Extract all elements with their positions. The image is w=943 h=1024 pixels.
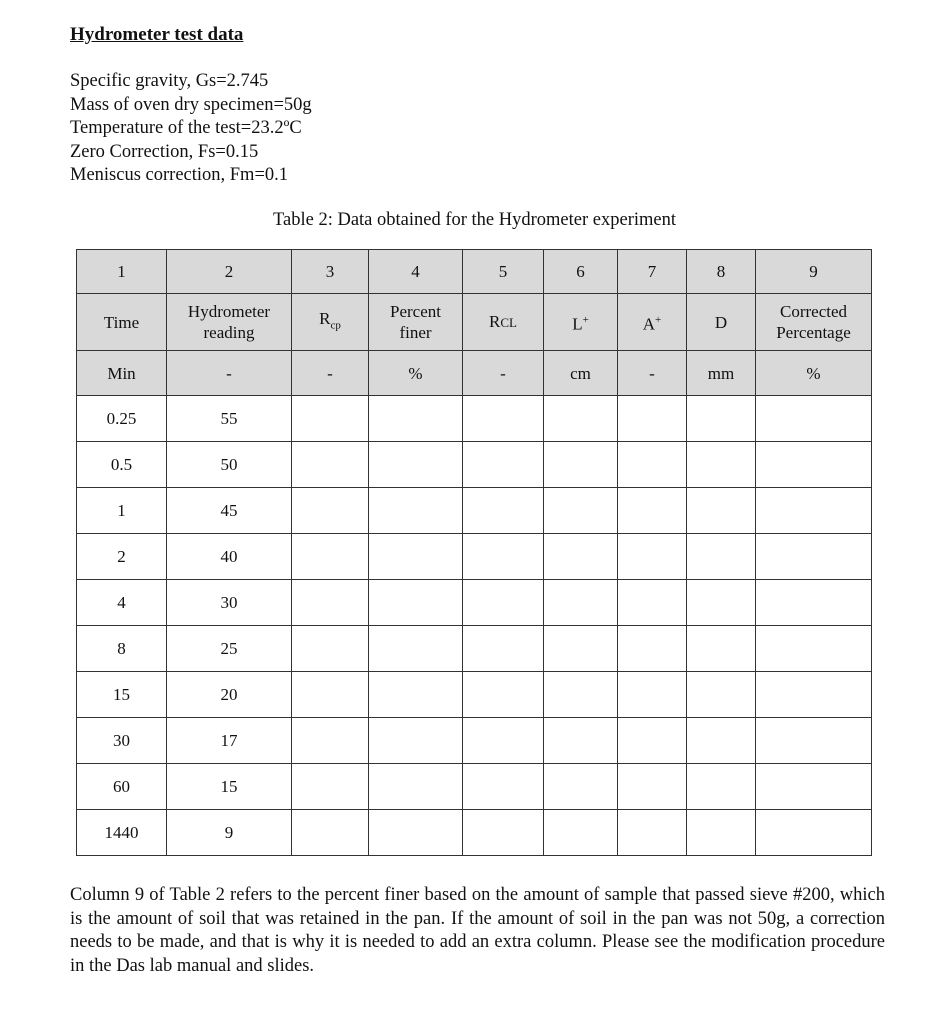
- header-subscript: CL: [500, 315, 517, 330]
- hydrometer-data-table: [76, 249, 872, 856]
- cell-time: 2: [77, 534, 167, 580]
- header-a: [618, 294, 687, 351]
- cell-time: 30: [77, 718, 167, 764]
- table-caption-text: Table 2: Data obtained for the Hydrometer experiment: [273, 210, 676, 230]
- column-number: 6: [544, 250, 618, 294]
- header-time: Time: [77, 294, 167, 351]
- empty-cell-col-5[interactable]: [463, 442, 544, 488]
- header-corrected-percentage: [756, 294, 872, 351]
- param-specific-gravity: Specific gravity, Gs=2.745: [70, 71, 269, 91]
- empty-cell-col-6[interactable]: [544, 626, 618, 672]
- header-hydrometer-reading: [167, 294, 292, 351]
- table-row: [77, 810, 872, 856]
- param-zero-correction: Zero Correction, Fs=0.15: [70, 141, 259, 162]
- empty-cell-col-3[interactable]: [292, 534, 369, 580]
- cell-hydrometer-reading: 40: [167, 534, 292, 580]
- table-row: [77, 580, 872, 626]
- empty-cell-col-5[interactable]: [463, 718, 544, 764]
- empty-cell-col-4[interactable]: [369, 810, 463, 856]
- header-line: reading: [203, 323, 255, 342]
- empty-cell-col-7[interactable]: [618, 488, 687, 534]
- empty-cell-col-6[interactable]: [544, 534, 618, 580]
- empty-cell-col-7[interactable]: [618, 718, 687, 764]
- cell-time: 1: [77, 488, 167, 534]
- cell-time: 0.25: [77, 396, 167, 442]
- header-subscript: cp: [330, 319, 341, 332]
- empty-cell-col-8[interactable]: [687, 442, 756, 488]
- header-superscript: +: [582, 313, 589, 326]
- empty-cell-col-3[interactable]: [292, 580, 369, 626]
- cell-time: 60: [77, 764, 167, 810]
- column-name-row: [77, 294, 872, 351]
- empty-cell-col-5[interactable]: [463, 488, 544, 534]
- empty-cell-col-4[interactable]: [369, 580, 463, 626]
- table-row: [77, 764, 872, 810]
- header-rcl: [463, 294, 544, 351]
- column-number: 8: [687, 250, 756, 294]
- empty-cell-col-8[interactable]: [687, 396, 756, 442]
- test-parameters: [70, 70, 312, 188]
- empty-cell-col-9[interactable]: [756, 718, 872, 764]
- unit-cell: -: [167, 351, 292, 396]
- cell-time: 4: [77, 580, 167, 626]
- empty-cell-col-4[interactable]: [369, 442, 463, 488]
- empty-cell-col-7[interactable]: [618, 672, 687, 718]
- empty-cell-col-3[interactable]: [292, 626, 369, 672]
- table-row: [77, 718, 872, 764]
- empty-cell-col-9[interactable]: [756, 626, 872, 672]
- empty-cell-col-8[interactable]: [687, 764, 756, 810]
- empty-cell-col-7[interactable]: [618, 534, 687, 580]
- header-rcp: [292, 294, 369, 351]
- header-line: Corrected: [779, 302, 848, 321]
- empty-cell-col-6[interactable]: [544, 672, 618, 718]
- empty-cell-col-7[interactable]: [618, 626, 687, 672]
- column-number: 1: [77, 250, 167, 294]
- header-symbol: R: [319, 308, 331, 328]
- empty-cell-col-4[interactable]: [369, 672, 463, 718]
- empty-cell-col-5[interactable]: [463, 396, 544, 442]
- empty-cell-col-5[interactable]: [463, 534, 544, 580]
- empty-cell-col-9[interactable]: [756, 442, 872, 488]
- empty-cell-col-4[interactable]: [369, 764, 463, 810]
- unit-cell: mm: [687, 351, 756, 396]
- table-row: [77, 672, 872, 718]
- empty-cell-col-8[interactable]: [687, 672, 756, 718]
- cell-hydrometer-reading: 20: [167, 672, 292, 718]
- column-number: 5: [463, 250, 544, 294]
- unit-cell: -: [292, 351, 369, 396]
- cell-hydrometer-reading: 25: [167, 626, 292, 672]
- column-number: 3: [292, 250, 369, 294]
- empty-cell-col-8[interactable]: [687, 810, 756, 856]
- empty-cell-col-6[interactable]: [544, 442, 618, 488]
- header-symbol: A: [642, 314, 656, 334]
- empty-cell-col-8[interactable]: [687, 718, 756, 764]
- unit-cell: %: [756, 351, 872, 396]
- param-temperature: Temperature of the test=23.2ºC: [70, 118, 302, 138]
- table-row: [77, 534, 872, 580]
- empty-cell-col-5[interactable]: [463, 810, 544, 856]
- header-line: Percentage: [776, 323, 851, 342]
- header-symbol: L: [572, 314, 583, 334]
- empty-cell-col-9[interactable]: [756, 488, 872, 534]
- empty-cell-col-7[interactable]: [618, 580, 687, 626]
- empty-cell-col-3[interactable]: [292, 488, 369, 534]
- unit-cell: -: [618, 351, 687, 396]
- header-line: Hydrometer: [187, 302, 271, 321]
- cell-hydrometer-reading: 55: [167, 396, 292, 442]
- cell-time: 1440: [77, 810, 167, 856]
- header-symbol: R: [489, 312, 501, 331]
- unit-row: [77, 351, 872, 396]
- empty-cell-col-6[interactable]: [544, 718, 618, 764]
- table-row: [77, 396, 872, 442]
- empty-cell-col-3[interactable]: [292, 764, 369, 810]
- empty-cell-col-9[interactable]: [756, 534, 872, 580]
- empty-cell-col-9[interactable]: [756, 672, 872, 718]
- empty-cell-col-9[interactable]: [756, 396, 872, 442]
- unit-cell: Min: [77, 351, 167, 396]
- column-number-row: [77, 250, 872, 294]
- header-superscript: +: [655, 313, 662, 326]
- column-number: 4: [369, 250, 463, 294]
- empty-cell-col-9[interactable]: [756, 580, 872, 626]
- empty-cell-col-7[interactable]: [618, 442, 687, 488]
- cell-time: 15: [77, 672, 167, 718]
- cell-hydrometer-reading: 30: [167, 580, 292, 626]
- empty-cell-col-3[interactable]: [292, 810, 369, 856]
- empty-cell-col-6[interactable]: [544, 396, 618, 442]
- empty-cell-col-4[interactable]: [369, 396, 463, 442]
- empty-cell-col-5[interactable]: [463, 580, 544, 626]
- empty-cell-col-8[interactable]: [687, 626, 756, 672]
- empty-cell-col-8[interactable]: [687, 580, 756, 626]
- empty-cell-col-6[interactable]: [544, 580, 618, 626]
- empty-cell-col-9[interactable]: [756, 764, 872, 810]
- empty-cell-col-8[interactable]: [687, 488, 756, 534]
- unit-cell: cm: [544, 351, 618, 396]
- empty-cell-col-4[interactable]: [369, 718, 463, 764]
- empty-cell-col-7[interactable]: [618, 396, 687, 442]
- header-d: D: [687, 294, 756, 351]
- unit-cell: -: [463, 351, 544, 396]
- document-title: Hydrometer test data: [70, 24, 244, 45]
- header-line: Percent: [390, 302, 441, 321]
- data-rows: [77, 396, 872, 856]
- table-row: [77, 488, 872, 534]
- header-percent-finer: [369, 294, 463, 351]
- empty-cell-col-6[interactable]: [544, 488, 618, 534]
- table-caption: [0, 210, 943, 231]
- empty-cell-col-6[interactable]: [544, 810, 618, 856]
- cell-hydrometer-reading: 15: [167, 764, 292, 810]
- column-number: 2: [167, 250, 292, 294]
- empty-cell-col-4[interactable]: [369, 626, 463, 672]
- empty-cell-col-3[interactable]: [292, 442, 369, 488]
- empty-cell-col-9[interactable]: [756, 810, 872, 856]
- param-meniscus-correction: Meniscus correction, Fm=0.1: [70, 165, 289, 185]
- cell-hydrometer-reading: 45: [167, 488, 292, 534]
- cell-hydrometer-reading: 17: [167, 718, 292, 764]
- footnote-paragraph: Column 9 of Table 2 refers to the percent finer based on the amount of sample that passed sieve #200, which is the amount of soil that was retained in the pan. If the amount of soil in the pan was not 50g, a correction needs to be made, and that is why it is needed to add an extra column. Please see the modification procedure in the Das lab manual and slides.: [70, 885, 885, 976]
- table-row: [77, 442, 872, 488]
- header-l: [544, 294, 618, 351]
- cell-hydrometer-reading: 9: [167, 810, 292, 856]
- empty-cell-col-4[interactable]: [369, 534, 463, 580]
- cell-time: 8: [77, 626, 167, 672]
- param-specimen-mass: Mass of oven dry specimen=50g: [70, 94, 312, 115]
- column-number: 7: [618, 250, 687, 294]
- empty-cell-col-3[interactable]: [292, 718, 369, 764]
- empty-cell-col-7[interactable]: [618, 764, 687, 810]
- header-line: finer: [399, 323, 432, 342]
- column-number: 9: [756, 250, 872, 294]
- empty-cell-col-3[interactable]: [292, 396, 369, 442]
- empty-cell-col-5[interactable]: [463, 672, 544, 718]
- table-row: [77, 626, 872, 672]
- cell-time: 0.5: [77, 442, 167, 488]
- empty-cell-col-5[interactable]: [463, 764, 544, 810]
- empty-cell-col-8[interactable]: [687, 534, 756, 580]
- empty-cell-col-4[interactable]: [369, 488, 463, 534]
- empty-cell-col-7[interactable]: [618, 810, 687, 856]
- empty-cell-col-6[interactable]: [544, 764, 618, 810]
- cell-hydrometer-reading: 50: [167, 442, 292, 488]
- unit-cell: %: [369, 351, 463, 396]
- empty-cell-col-5[interactable]: [463, 626, 544, 672]
- empty-cell-col-3[interactable]: [292, 672, 369, 718]
